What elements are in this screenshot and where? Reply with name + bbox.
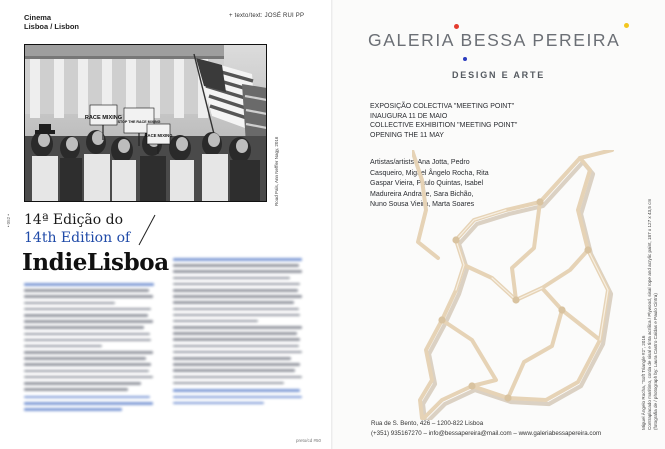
section-label bbox=[24, 13, 79, 31]
headline-indielisboa: IndieLisboa bbox=[22, 249, 169, 276]
sign-stop-race-mixing: STOP THE RACE MIXING bbox=[117, 120, 161, 124]
rope-sculpture-image bbox=[412, 150, 632, 420]
gallery-logo: GALERIA BESSA PEREIRA bbox=[368, 30, 621, 50]
sign-race-mixing-2: RACE MIXING bbox=[144, 133, 173, 138]
left-page bbox=[0, 0, 332, 449]
exhibition-info bbox=[370, 102, 517, 140]
artwork-credit-materials: Contraplacado marítimo, corda de sisal e tinta acrílica / Plywood, sisal rope and acrylic paint, 187 x 127 x 43,5 cm bbox=[647, 198, 652, 430]
photo-caption: Road Pals, Ann Neffler Nagy, 2016 bbox=[274, 136, 279, 206]
page-folio: preto/cd #50 bbox=[296, 438, 322, 443]
headline-line2: 14th Edition of bbox=[24, 230, 131, 246]
headline-line1: 14ª Edição do bbox=[24, 212, 124, 228]
artwork-credit bbox=[641, 140, 659, 430]
author-credit: + texto/text: JOSÉ RUI PP bbox=[229, 13, 305, 19]
artwork-credit-title: Miguel Ângelo Rocha, "Soft Triangle #2", 2016 bbox=[641, 335, 646, 430]
artists-names: Ana Jotta, Pedro Casqueiro, Miguel Ângelo Rocha, Rita Gaspar Vieira, Paulo Quintas, Isabel Madureira Andrade, Sara Bichão, Nuno Sousa Vieira, Marta Soares bbox=[370, 159, 489, 208]
logo-yellow-dot bbox=[624, 23, 629, 28]
opening-line-pt: INAUGURA 11 DE MAIO bbox=[370, 112, 448, 120]
body-text-column-pt bbox=[24, 283, 154, 414]
gallery-address: Rua de S. Bento, 426 – 1200-822 Lisboa bbox=[371, 420, 484, 427]
exhibition-line-pt: EXPOSIÇÃO COLECTIVA "MEETING POINT" bbox=[370, 103, 515, 110]
body-text-column-en bbox=[173, 258, 303, 408]
artists-label: Artistas/artists: bbox=[370, 159, 416, 166]
gallery-tagline: DESIGN E ARTE bbox=[452, 70, 546, 80]
logo-red-dot bbox=[454, 24, 459, 29]
exhibition-line-en: COLLECTIVE EXHIBITION "MEETING POINT" bbox=[370, 122, 518, 129]
opening-line-en: OPENING THE 11 MAY bbox=[370, 131, 444, 139]
sign-race-mixing-1: RACE MIXING bbox=[84, 115, 123, 121]
section-label-line2: Lisboa / Lisbon bbox=[24, 22, 80, 31]
section-label-line1: Cinema bbox=[24, 13, 52, 22]
logo-blue-dot bbox=[463, 57, 467, 61]
gallery-contacts: (+351) 935167270 – info@bessapereira@mail.com – www.galeriabessapereira.com bbox=[371, 430, 602, 437]
protest-photo bbox=[24, 44, 267, 202]
side-folio: • 052 • bbox=[6, 214, 11, 228]
slash-decoration bbox=[137, 213, 157, 247]
artwork-credit-photographer: (fotografia de / photograph by: Laura Castro Caldas e Paulo Cintra) bbox=[653, 293, 658, 430]
